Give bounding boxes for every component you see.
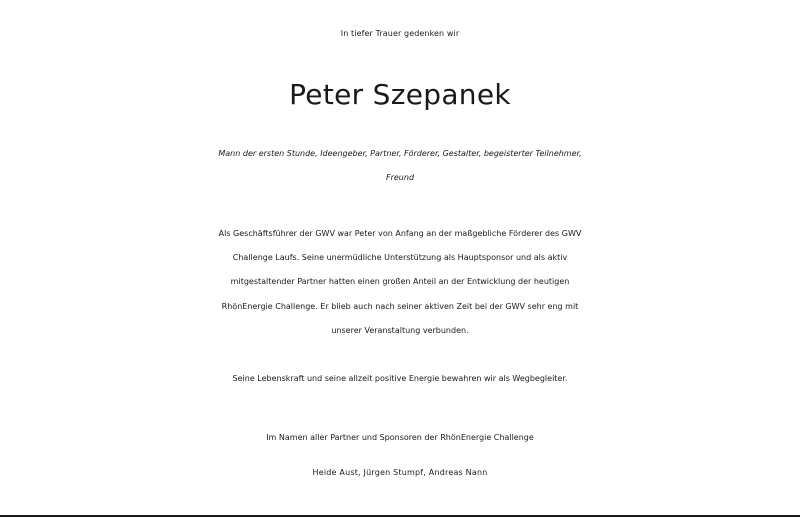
tribute-line: Als Geschäftsführer der GWV war Peter von Anfang an der maßgebliche Förderer des GWV <box>218 229 582 238</box>
intro-text: In tiefer Trauer gedenken wir <box>340 29 460 38</box>
tribute-line: mitgestaltender Partner hatten einen großen Anteil an der Entwicklung der heutigen <box>230 277 570 287</box>
tribute-paragraph <box>0 222 800 343</box>
roles-text <box>0 142 800 190</box>
tribute-line: RhönEnergie Challenge. Er blieb auch nach seiner aktiven Zeit bei der GWV sehr eng mit <box>221 301 579 311</box>
on-behalf-line: Im Namen aller Partner und Sponsoren der RhönEnergie Challenge <box>266 433 534 442</box>
tribute-line: Challenge Laufs. Seine unermüdliche Unterstützung als Hauptsponsor und als aktiv <box>232 253 568 263</box>
deceased-name: Peter Szepanek <box>289 78 511 111</box>
closing-sentence: Seine Lebenskraft und seine allzeit positive Energie bewahren wir als Wegbegleiter. <box>232 374 568 383</box>
signers: Heide Aust, Jürgen Stumpf, Andreas Nann <box>312 468 488 477</box>
roles-line: Mann der ersten Stunde, Ideengeber, Partner, Förderer, Gestalter, begeisterter Teilnehmer, <box>218 149 582 158</box>
tribute-line: unserer Veranstaltung verbunden. <box>331 325 469 335</box>
roles-line: Freund <box>385 173 415 182</box>
